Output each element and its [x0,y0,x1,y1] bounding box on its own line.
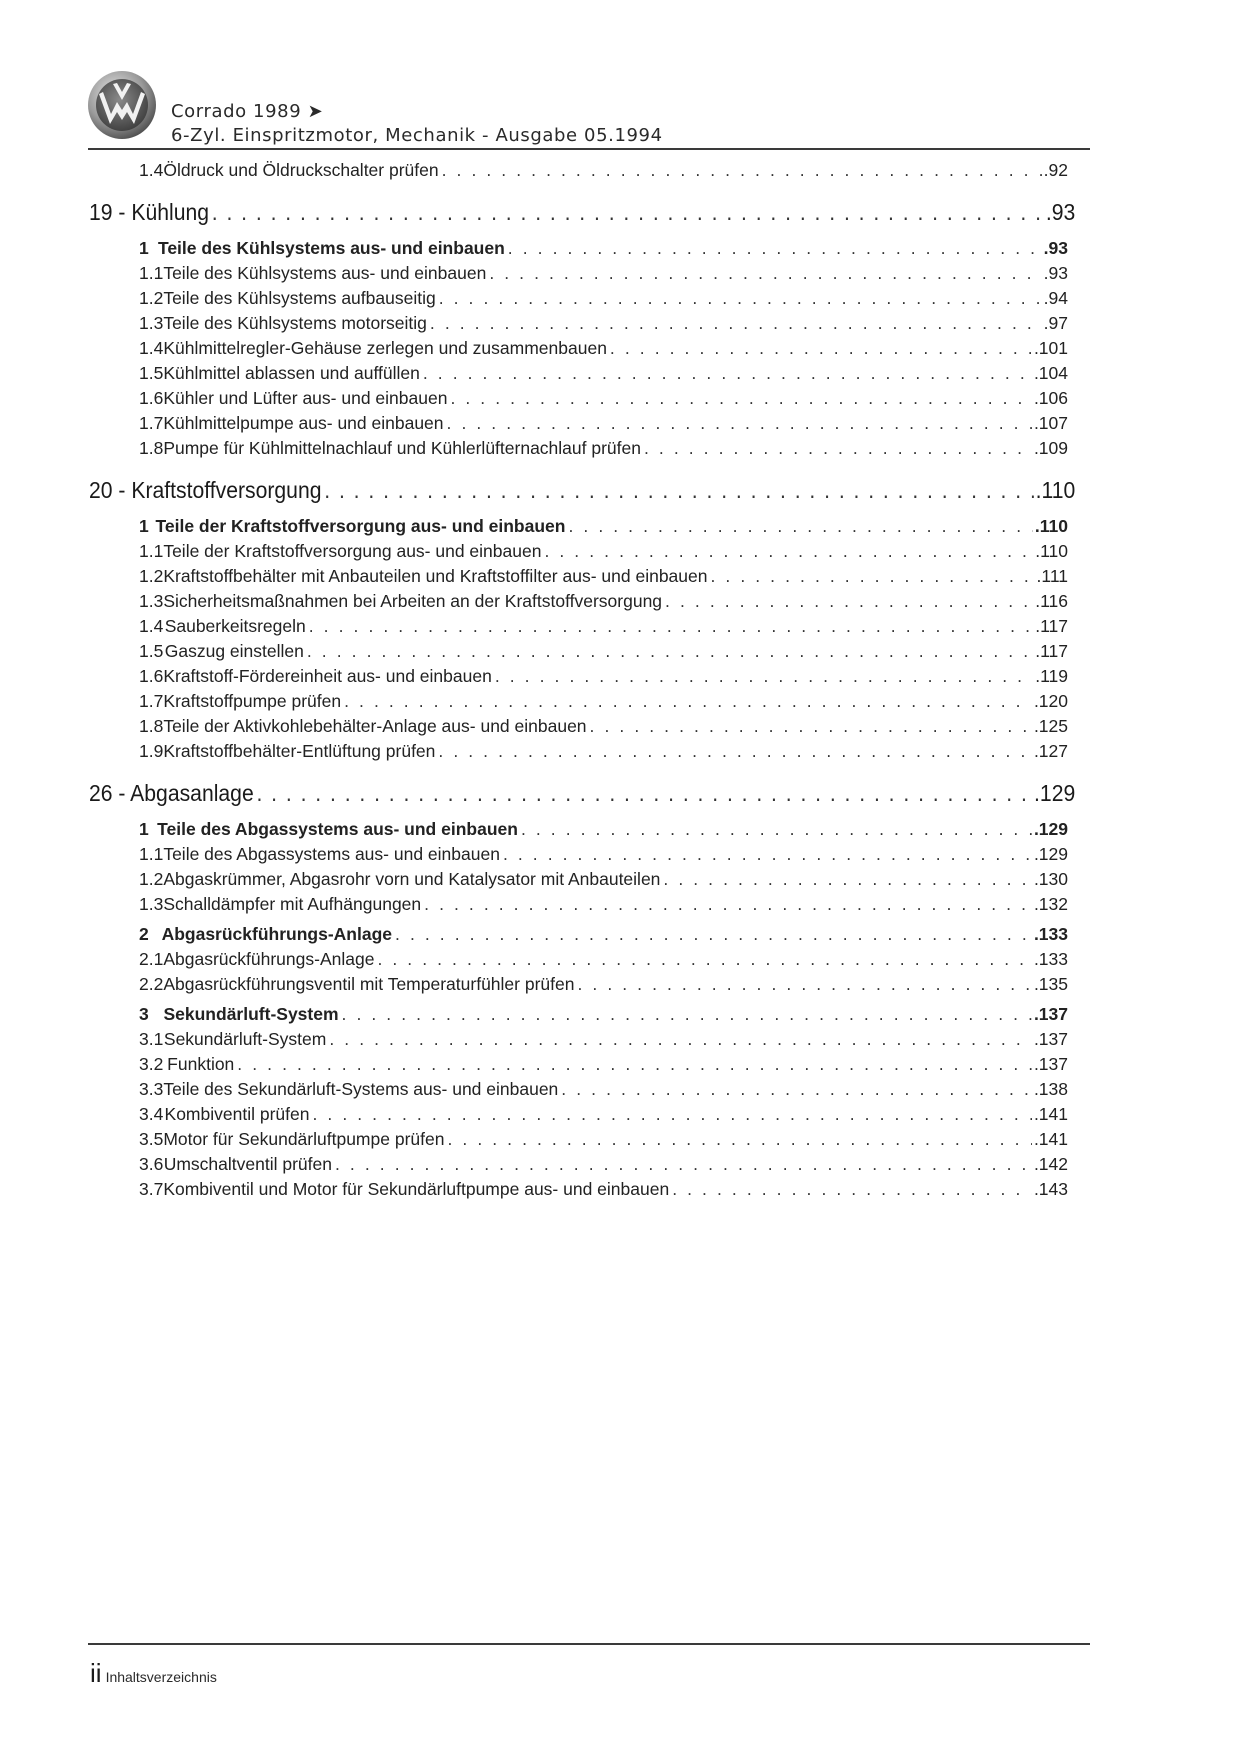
toc-entry-title: Abgaskrümmer, Abgasrohr vorn und Katalysator mit Anbauteilen [163,869,661,889]
toc-page-number: .142 [1033,1154,1068,1174]
toc-page-number: .143 [1033,1179,1068,1199]
toc-entry-title: Teile der Kraftstoffversorgung aus- und einbauen [155,516,566,536]
toc-entry-number: 1.7 [139,413,164,433]
toc-dot-leader [450,388,1032,409]
toc-page-number: .110 [1034,516,1068,536]
toc-entry[interactable] [139,238,1068,259]
toc-page-number: .107 [1033,413,1068,433]
toc-entry-title: Kühlmittelpumpe aus- und einbauen [163,413,444,433]
toc-page-number: .129 [1033,819,1068,839]
toc-entry-number: 1.2 [139,566,164,586]
toc-dot-leader [324,477,1034,504]
toc-page-number: .129 [1033,844,1068,864]
toc-entry-number: 1 [139,238,149,258]
toc-entry[interactable] [139,949,1068,970]
toc-chapter[interactable] [89,477,1075,504]
toc-entry[interactable] [139,1004,1068,1025]
toc-entry-title: Teile des Abgassystems aus- und einbauen [157,819,518,839]
toc-page-number: .130 [1033,869,1068,889]
page-footer [90,1658,217,1689]
toc-dot-leader [377,949,1032,970]
toc-dot-leader [430,313,1042,334]
toc-entry-title: Teile des Kühlsystems motorseitig [163,313,427,333]
toc-page-number: .104 [1033,363,1068,383]
toc-entry-title: Abgasrückführungsventil mit Temperaturfühler prüfen [163,974,575,994]
toc-dot-leader [710,566,1034,587]
toc-entry[interactable] [139,894,1068,915]
toc-dot-leader [644,438,1032,459]
toc-entry[interactable] [139,1104,1068,1125]
toc-entry-number: 3.7 [139,1179,164,1199]
toc-entry[interactable] [139,691,1068,712]
toc-entry-title: Kraftstoffbehälter-Entlüftung prüfen [163,741,436,761]
toc-dot-leader [577,974,1031,995]
toc-entry-title: Teile der Kraftstoffversorgung aus- und einbauen [163,541,542,561]
toc-dot-leader [309,616,1033,637]
toc-entry-number: 3.4 [139,1104,164,1124]
toc-dot-leader [307,641,1033,662]
toc-chapter-title: 20 - Kraftstoffversorgung [89,477,322,503]
toc-entry-title: Teile des Sekundärluft-Systems aus- und einbauen [163,1079,559,1099]
toc-entry-number: 1 [139,516,149,536]
toc-entry[interactable] [139,413,1068,434]
toc-dot-leader [489,263,1041,284]
toc-entry[interactable] [139,438,1068,459]
toc-dot-leader [256,780,1032,807]
toc-entry-number: 2.2 [139,974,164,994]
toc-entry-title: Teile des Abgassystems aus- und einbauen [163,844,500,864]
toc-entry-number: 1.6 [139,666,164,686]
toc-page-number: .138 [1033,1079,1068,1099]
page-number: ii [90,1658,102,1688]
toc-entry[interactable] [139,819,1068,840]
toc-entry[interactable] [139,641,1068,662]
toc-entry[interactable] [139,541,1068,562]
toc-entry[interactable] [139,160,1068,181]
toc-chapter[interactable] [89,199,1075,226]
toc-entry[interactable] [139,666,1068,687]
toc-entry-number: 1.3 [139,894,164,914]
toc-dot-leader [568,516,1032,537]
toc-entry-number: 1.1 [139,541,164,561]
toc-entry-title: Sekundärluft-System [163,1004,339,1024]
toc-entry-number: 3.6 [139,1154,164,1174]
toc-page-number: .119 [1035,666,1068,686]
toc-page-number: .120 [1033,691,1068,711]
toc-entry-number: 3.3 [139,1079,164,1099]
toc-entry-number: 1.9 [139,741,164,761]
toc-page-number: .137 [1033,1004,1068,1024]
toc-entry-number: 1.7 [139,691,164,711]
toc-entry[interactable] [139,1179,1068,1200]
toc-entry-number: 1.8 [139,716,164,736]
toc-entry-title: Kühlmittel ablassen und auffüllen [163,363,420,383]
toc-dot-leader [544,541,1033,562]
toc-entry-number: 1.4 [139,616,164,636]
toc-page-number: .141 [1033,1129,1068,1149]
toc-entry-number: 1.3 [139,313,164,333]
toc-dot-leader [423,363,1032,384]
toc-entry-number: 1.5 [139,641,164,661]
toc-page-number: .110 [1035,541,1068,561]
toc-entry[interactable] [139,616,1068,637]
toc-page-number: .106 [1033,388,1068,408]
toc-dot-leader [495,666,1033,687]
toc-page-number: .141 [1033,1104,1068,1124]
toc-dot-leader [344,691,1032,712]
toc-entry[interactable] [139,716,1068,737]
toc-entry-title: Umschaltventil prüfen [163,1154,332,1174]
toc-dot-leader [395,924,1032,945]
toc-entry-number: 1.3 [139,591,164,611]
toc-page-number: .116 [1035,591,1068,611]
toc-entry-number: 1.2 [139,869,164,889]
toc-entry[interactable] [139,388,1068,409]
toc-dot-leader [508,238,1042,259]
footer-section-label: Inhaltsverzeichnis [105,1669,217,1685]
toc-dot-leader [503,844,1032,865]
toc-page-number: .110 [1035,477,1076,503]
toc-dot-leader [237,1054,1032,1075]
toc-page-number: .93 [1043,263,1068,283]
toc-page-number: .133 [1033,949,1068,969]
toc-entry[interactable] [139,844,1068,865]
toc-page-number: .137 [1033,1029,1068,1049]
toc-entry[interactable] [139,516,1068,537]
vw-logo-icon [87,70,157,140]
toc-dot-leader [342,1004,1032,1025]
toc-entry-title: Kombiventil prüfen [164,1104,310,1124]
toc-entry[interactable] [139,338,1068,359]
toc-entry-title: Teile des Kühlsystems aus- und einbauen [163,263,487,283]
toc-dot-leader [424,894,1032,915]
toc-entry-title: Gaszug einstellen [164,641,304,661]
toc-page-number: .133 [1033,924,1068,944]
header-manual-subtitle: 6-Zyl. Einspritzmotor, Mechanik - Ausgabe 05.1994 [171,125,663,146]
toc-dot-leader [335,1154,1032,1175]
toc-entry-number: 1.5 [139,363,164,383]
header-model-title: Corrado 1989 ➤ [171,101,324,122]
toc-entry-title: Kühlmittelregler-Gehäuse zerlegen und zusammenbauen [163,338,607,358]
toc-entry-number: 1.1 [139,263,164,283]
toc-entry-number: 3.1 [139,1029,164,1049]
toc-page-number: .97 [1043,313,1068,333]
toc-entry-number: 1.4 [139,338,164,358]
toc-page-number: .93 [1043,238,1068,258]
toc-entry-title: Kraftstoff-Fördereinheit aus- und einbauen [163,666,492,686]
toc-entry-number: 1 [139,819,149,839]
toc-page-number: .127 [1033,741,1068,761]
toc-page-number: .101 [1033,338,1068,358]
toc-dot-leader [447,413,1032,434]
toc-page-number: .125 [1033,716,1068,736]
toc-entry[interactable] [139,1129,1068,1150]
toc-entry-number: 2 [139,924,149,944]
toc-entry-number: 1.1 [139,844,164,864]
toc-entry[interactable] [139,924,1068,945]
toc-page-number: .132 [1033,894,1068,914]
toc-entry[interactable] [139,591,1068,612]
toc-entry-title: Funktion [167,1054,235,1074]
toc-entry[interactable] [139,1154,1068,1175]
toc-entry-title: Kraftstoffpumpe prüfen [163,691,342,711]
toc-entry[interactable] [139,566,1068,587]
toc-entry[interactable] [139,741,1068,762]
toc-dot-leader [442,160,1042,181]
toc-page-number: .117 [1035,641,1068,661]
toc-page-number: .111 [1036,566,1068,586]
toc-dot-leader [665,591,1033,612]
toc-entry-title: Abgasrückführungs-Anlage [163,949,375,969]
toc-entry[interactable] [139,263,1068,284]
toc-entry-title: Sekundärluft-System [163,1029,327,1049]
toc-dot-leader [561,1079,1032,1100]
toc-page-number: .137 [1033,1054,1068,1074]
toc-entry-title: Öldruck und Öldruckschalter prüfen [163,160,439,180]
toc-entry-number: 1.6 [139,388,164,408]
toc-dot-leader [672,1179,1032,1200]
toc-chapter-title: 26 - Abgasanlage [89,780,254,806]
toc-entry-number: 3 [139,1004,149,1024]
toc-entry-title: Teile des Kühlsystems aufbauseitig [163,288,436,308]
toc-page-number: .94 [1043,288,1068,308]
toc-entry-number: 1.2 [139,288,164,308]
toc-entry-number: 2.1 [139,949,164,969]
toc-entry-title: Schalldämpfer mit Aufhängungen [163,894,422,914]
toc-dot-leader [521,819,1032,840]
toc-dot-leader [447,1129,1031,1150]
toc-chapter[interactable] [89,780,1075,807]
toc-dot-leader [439,288,1042,309]
toc-dot-leader [212,199,1044,226]
footer-divider [88,1643,1090,1645]
toc-entry-title: Kombiventil und Motor für Sekundärluftpumpe aus- und einbauen [163,1179,670,1199]
toc-entry-title: Sauberkeitsregeln [164,616,306,636]
toc-dot-leader [610,338,1032,359]
toc-page-number: .135 [1033,974,1068,994]
toc-entry-title: Pumpe für Kühlmittelnachlauf und Kühlerlüfternachlauf prüfen [163,438,641,458]
toc-entry[interactable] [139,1079,1068,1100]
toc-dot-leader [590,716,1032,737]
toc-entry-number: 3.5 [139,1129,164,1149]
toc-page-number: .129 [1034,780,1076,806]
toc-entry-number: 3.2 [139,1054,164,1074]
toc-page-number: .117 [1035,616,1068,636]
toc-dot-leader [312,1104,1031,1125]
toc-entry-number: 1.8 [139,438,164,458]
toc-page-number: .92 [1043,160,1068,180]
toc-page-number: .109 [1033,438,1068,458]
toc-entry-title: Motor für Sekundärluftpumpe prüfen [163,1129,445,1149]
toc-entry-title: Sicherheitsmaßnahmen bei Arbeiten an der Kraftstoffversorgung [163,591,663,611]
toc-dot-leader [438,741,1032,762]
toc-dot-leader [663,869,1032,890]
toc-entry[interactable] [139,869,1068,890]
header-divider [88,148,1090,150]
toc-entry-title: Teile der Aktivkohlebehälter-Anlage aus- und einbauen [163,716,587,736]
toc-page-number: .93 [1045,199,1076,225]
toc-entry[interactable] [139,313,1068,334]
toc-entry[interactable] [139,974,1068,995]
toc-entry[interactable] [139,363,1068,384]
toc-chapter-title: 19 - Kühlung [89,199,210,225]
toc-entry[interactable] [139,1029,1068,1050]
toc-dot-leader [329,1029,1032,1050]
toc-entry-title: Kraftstoffbehälter mit Anbauteilen und Kraftstoffilter aus- und einbauen [163,566,708,586]
toc-entry-title: Abgasrückführungs-Anlage [161,924,393,944]
toc-entry-number: 1.4 [139,160,164,180]
toc-entry-title: Teile des Kühlsystems aus- und einbauen [157,238,505,258]
toc-entry[interactable] [139,288,1068,309]
toc-entry[interactable] [139,1054,1068,1075]
toc-entry-title: Kühler und Lüfter aus- und einbauen [163,388,448,408]
